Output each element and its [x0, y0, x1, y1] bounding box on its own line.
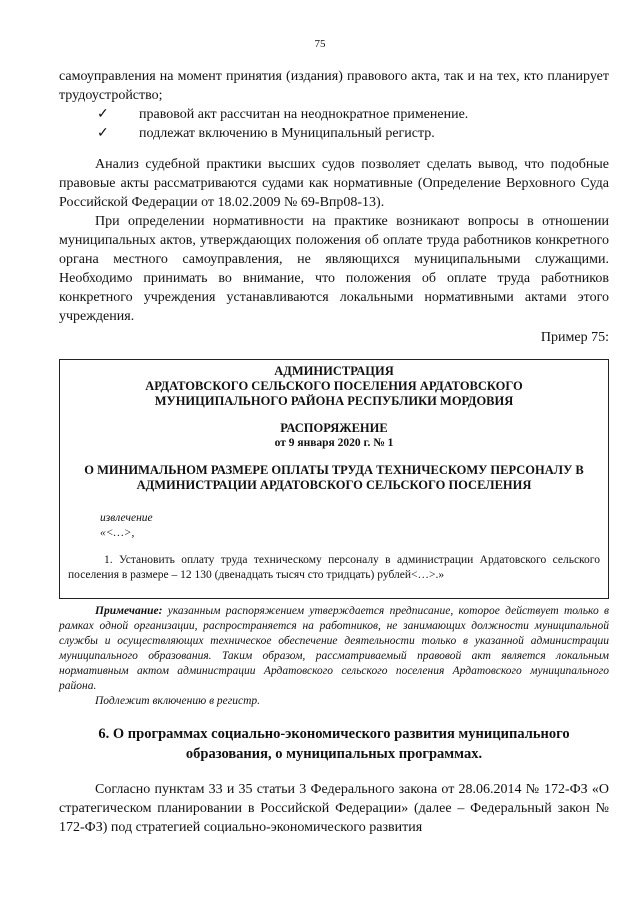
body-section [59, 155, 609, 326]
paragraph-normativity: При определении нормативности на практике возникают вопросы в отношении муниципальных актов, утверждающих положения об оплате труда работников конкретного органа местного самоуправления, не являющихся муниципальными служащими. Необходимо принимать во внимание, что положения об оплате труда работников конкретного учреждения устанавливаются локальными нормативными актами этого учреждения. [59, 214, 609, 324]
checkmark-icon: ✓ [97, 107, 109, 122]
note-text: указанным распоряжением утверждается предписание, которое действует только в рамках одной организации, распространяется на работников, не занимающих должности муниципальной службы и осуществляющих техническое обеспечение деятельности только в указанной администрации муниципального образования. Таким образом, рассматриваемый правовой акт является локальным нормативным актом администрации Ардатовского сельского поселения Ардатовского муниципального района. [59, 605, 609, 692]
note-paragraph [59, 604, 609, 694]
page-number: 75 [314, 38, 326, 50]
box-excerpt-mark: «<…>, [100, 527, 135, 539]
box-doc-type: РАСПОРЯЖЕНИЕ [280, 421, 388, 435]
note-line-2: Подлежит включению в регистр. [95, 695, 261, 707]
box-subject: О МИНИМАЛЬНОМ РАЗМЕРЕ ОПЛАТЫ ТРУДА ТЕХНИЧЕСКОМУ ПЕРСОНАЛУ В АДМИНИСТРАЦИИ АРДАТОВСКОГО СЕЛЬСКОГО ПОСЕЛЕНИЯ [84, 463, 584, 492]
paragraph-court-practice: Анализ судебной практики высших судов позволяет сделать вывод, что подобные правовые акты рассматриваются судами как нормативные (Определение Верховного Суда Российской Федерации от 18.02.2009 № 69-Впр08-13). [59, 157, 609, 210]
example-document-box [59, 359, 609, 599]
paragraph-strategic-planning: Согласно пунктам 33 и 35 статьи 3 Федерального закона от 28.06.2014 № 172-ФЗ «О стратегическом планировании в Российской Федерации» (далее – Федеральный закон № 172-ФЗ) под стратегией социально-экономического развития [59, 782, 609, 835]
top-section [59, 67, 609, 143]
note-section [59, 604, 609, 709]
box-date-number: от 9 января 2020 г. № 1 [274, 437, 394, 449]
box-item-1: 1. Установить оплату труда техническому персоналу в администрации Ардатовского сельского поселения в размере – 12 130 (двенадцать тысяч сто тридцать) рублей<…>.» [68, 554, 600, 581]
continued-paragraph: самоуправления на момент принятия (издания) правового акта, так и на тех, кто планирует трудоустройство; [59, 69, 609, 103]
box-excerpt-label: извлечение [100, 512, 153, 524]
section-heading: 6. О программах социально-экономического развития муниципального образования, о муниципальных программах. [98, 726, 570, 762]
note-label: Примечание: [95, 605, 163, 617]
box-title-2: АРДАТОВСКОГО СЕЛЬСКОГО ПОСЕЛЕНИЯ АРДАТОВСКОГО МУНИЦИПАЛЬНОГО РАЙОНА РЕСПУБЛИКИ МОРДОВИЯ [145, 379, 523, 408]
example-label-block [59, 328, 609, 347]
bullet-item [59, 124, 609, 143]
example-label: Пример 75: [540, 330, 609, 345]
checkmark-icon: ✓ [97, 126, 109, 141]
final-section [59, 780, 609, 837]
bullet-item [59, 105, 609, 124]
box-title-1: АДМИНИСТРАЦИЯ [274, 364, 394, 378]
bullet-text: правовой акт рассчитан на неоднократное применение. [139, 107, 469, 122]
section-6-heading-block [74, 724, 594, 764]
bullet-text: подлежат включению в Муниципальный регистр. [139, 126, 435, 141]
